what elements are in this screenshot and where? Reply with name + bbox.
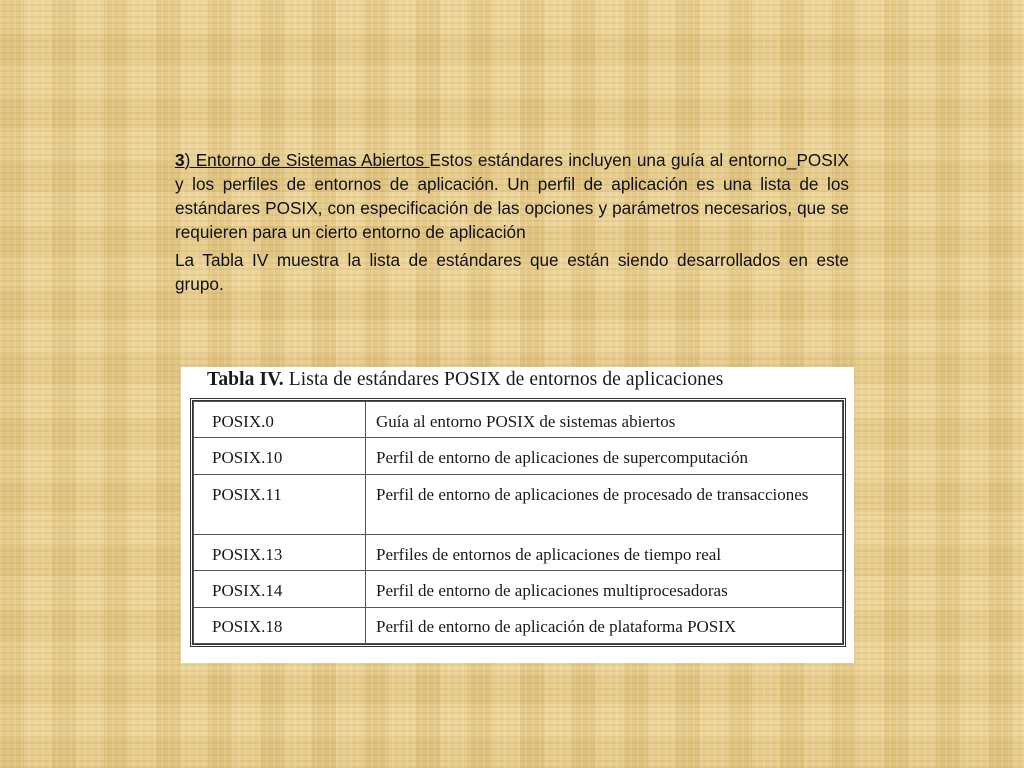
table-row bbox=[194, 535, 843, 571]
section-number: 3 bbox=[175, 150, 185, 170]
table-row bbox=[194, 438, 843, 475]
paragraph-open-systems bbox=[175, 148, 849, 244]
standard-code: POSIX.10 bbox=[194, 438, 366, 475]
standard-description: Guía al entorno POSIX de sistemas abiertos bbox=[366, 402, 843, 438]
table-row bbox=[194, 402, 843, 438]
standard-description: Perfiles de entornos de aplicaciones de tiempo real bbox=[366, 535, 843, 571]
standard-code: POSIX.0 bbox=[194, 402, 366, 438]
table-caption bbox=[207, 369, 723, 391]
standard-code: POSIX.14 bbox=[194, 571, 366, 608]
slide-text bbox=[175, 148, 849, 296]
standard-code: POSIX.11 bbox=[194, 475, 366, 535]
table-row bbox=[194, 475, 843, 535]
posix-standards-table bbox=[190, 398, 846, 647]
standard-description: Perfil de entorno de aplicaciones de supercomputación bbox=[366, 438, 843, 475]
standard-code: POSIX.13 bbox=[194, 535, 366, 571]
standard-description: Perfil de entorno de aplicaciones multiprocesadoras bbox=[366, 571, 843, 608]
posix-table-figure bbox=[181, 367, 854, 663]
section-body: Estos estándares incluyen una guía al entorno_POSIX y los perfiles de entornos de aplicación. Un perfil de aplicación es una lista de los estándares POSIX, con especificación de las opciones y parámetros necesarios, que se requieren para un cierto entorno de aplicación bbox=[175, 150, 849, 242]
standard-code: POSIX.18 bbox=[194, 608, 366, 644]
standard-description: Perfil de entorno de aplicaciones de procesado de transacciones bbox=[366, 475, 843, 535]
section-heading: ) Entorno de Sistemas Abiertos bbox=[184, 150, 430, 170]
paragraph-table-reference: La Tabla IV muestra la lista de estándares que están siendo desarrollados en este grupo. bbox=[175, 250, 849, 294]
standard-description: Perfil de entorno de aplicación de plataforma POSIX bbox=[366, 608, 843, 644]
table-row bbox=[194, 608, 843, 644]
table-row bbox=[194, 571, 843, 608]
table-caption-text: Lista de estándares POSIX de entornos de aplicaciones bbox=[283, 369, 724, 390]
table-caption-label: Tabla IV. bbox=[207, 369, 284, 390]
